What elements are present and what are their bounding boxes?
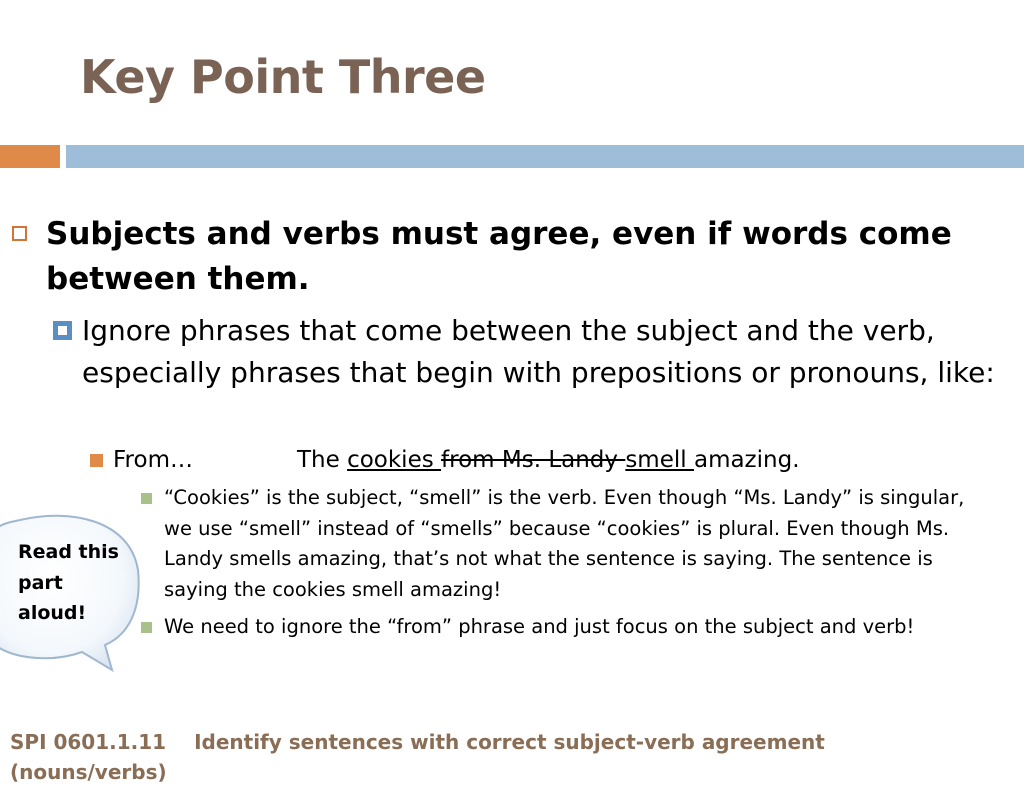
level2-bullet-text: Ignore phrases that come between the subject and the verb, especially phrases that begin with prepositions or pronouns, like: <box>82 314 995 389</box>
small-square-bullet-icon <box>141 493 152 504</box>
callout-text: Read this part aloud! <box>18 541 119 624</box>
footer-standard <box>10 727 1010 787</box>
level3-example-line <box>113 444 993 476</box>
footer-description: Identify sentences with correct subject-verb agreement <box>194 730 825 754</box>
header-accent-bar-orange <box>0 145 60 168</box>
level4-explanation-text: “Cookies” is the subject, “smell” is the verb. Even though “Ms. Landy” is singular, we use “smell” instead of “smells” because “cookies” is plural. Even though Ms. Landy smells amazing, that’s not what the sentence is saying. The sentence is saying the cookies smell amazing! <box>164 486 965 601</box>
example-subject: cookies <box>347 447 442 473</box>
header-accent-bar-blue <box>66 145 1024 168</box>
example-struck-phrase: from Ms. Landy <box>441 447 626 473</box>
level4-instruction-text: We need to ignore the “from” phrase and just focus on the subject and verb! <box>164 615 915 638</box>
example-verb: smell <box>625 447 694 473</box>
slide-title: Key Point Three <box>80 50 486 104</box>
hollow-square-bullet-icon <box>12 226 27 241</box>
footer-continuation: (nouns/verbs) <box>10 760 167 784</box>
level1-bullet-text: Subjects and verbs must agree, even if words come between them. <box>46 216 952 297</box>
example-label: From… <box>113 447 193 473</box>
example-sentence-end: amazing. <box>693 447 800 473</box>
footer-code: SPI 0601.1.11 <box>10 730 167 754</box>
square-bullet-icon <box>53 321 72 340</box>
example-sentence-start: The <box>296 447 348 473</box>
filled-square-bullet-icon <box>90 454 103 467</box>
